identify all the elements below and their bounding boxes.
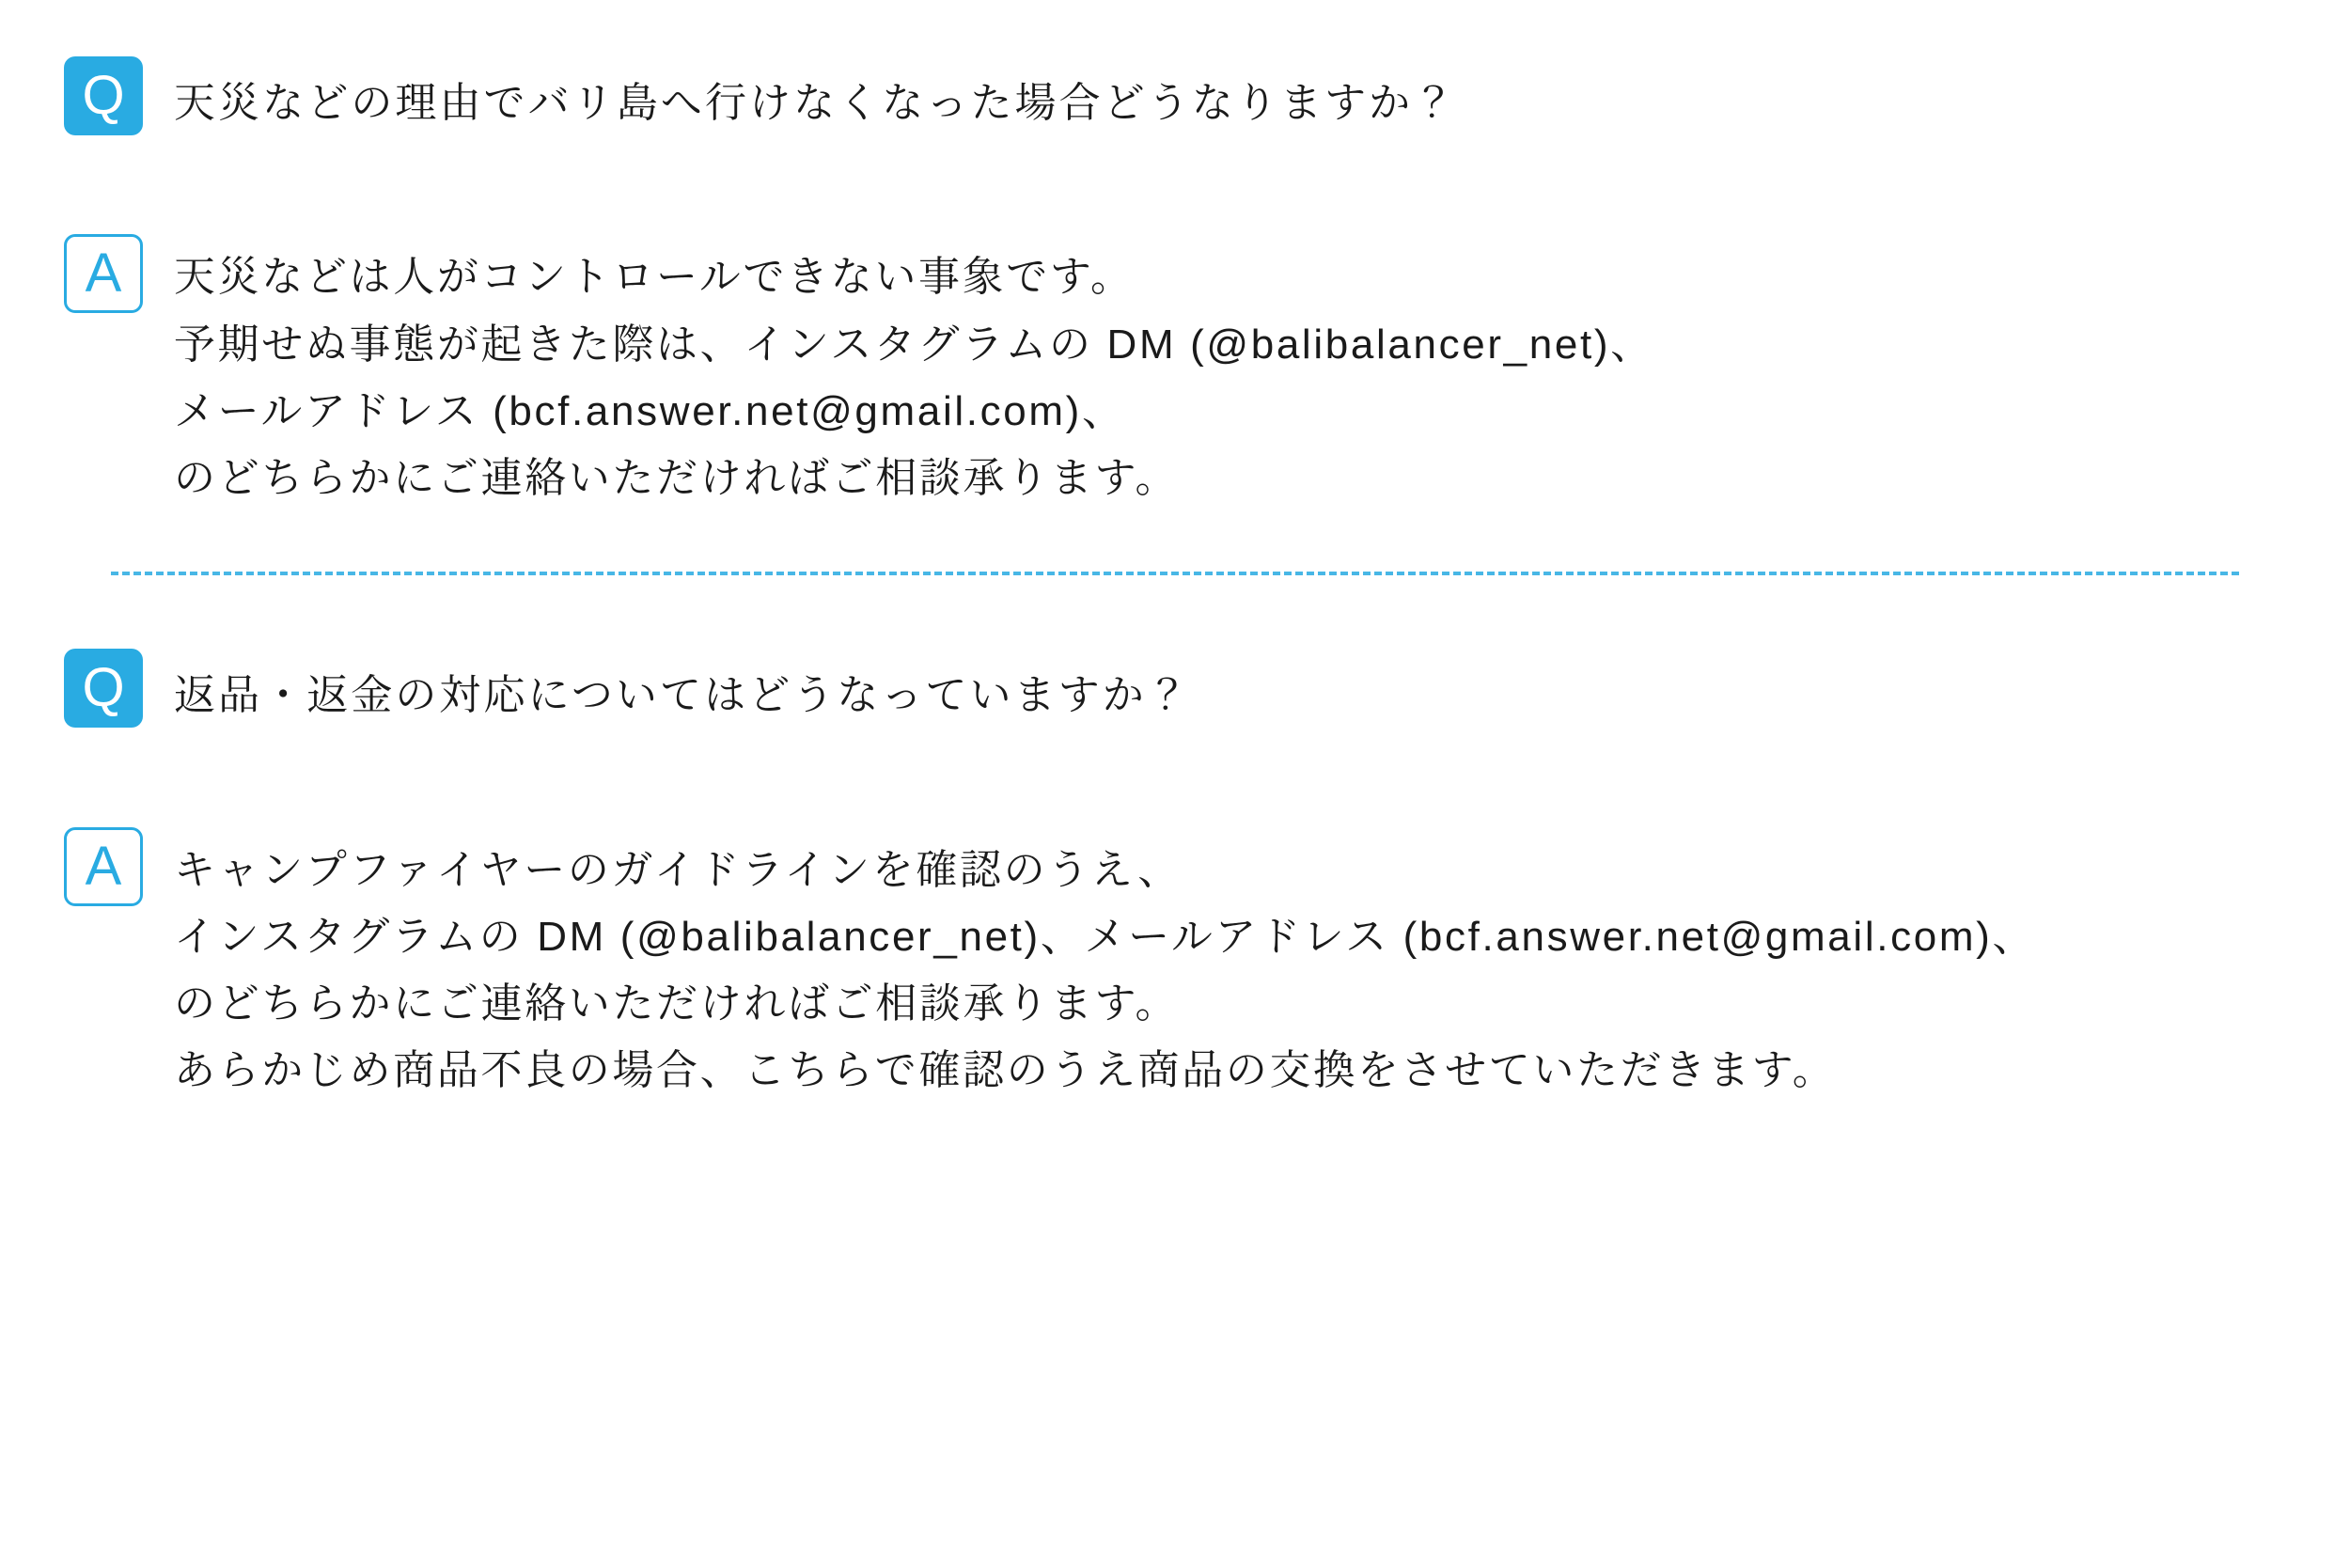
section-divider (111, 572, 2239, 575)
answer-line: 天災などは人がコントロールできない事象です。 (174, 254, 1135, 301)
question-text (174, 649, 2350, 729)
faq-answer (0, 827, 2350, 1105)
spacer (0, 729, 2350, 827)
faq-question (0, 56, 2350, 136)
answer-line: キャンプファイヤーのガイドラインを確認のうえ、 (174, 846, 1182, 893)
question-badge-icon: Q (64, 56, 143, 135)
answer-line: あらかじめ商品不良の場合、こちらで確認のうえ商品の交換をさせていただきます。 (174, 1047, 1837, 1094)
spacer (0, 511, 2350, 572)
faq-answer (0, 234, 2350, 511)
answer-line: のどちらかにご連絡いただければご相談承ります。 (174, 455, 1180, 502)
answer-line: メールアドレス (bcf.answer.net@gmail.com)、 (174, 387, 1126, 434)
spacer (0, 575, 2350, 649)
answer-line: インスタグラムの DM (@balibalancer_net)、メールアドレス (bcf.answer.net@gmail.com)、 (174, 913, 2037, 960)
question-badge-icon: Q (64, 649, 143, 728)
faq-block (0, 56, 2350, 511)
question-line: 返品・返金の対応についてはどうなっていますか？ (174, 672, 1191, 719)
answer-line: のどちらかにご連絡いただければご相談承ります。 (174, 980, 1180, 1027)
answer-badge-icon: A (64, 234, 143, 313)
faq-block (0, 649, 2350, 1104)
question-text (174, 56, 2350, 136)
answer-badge-col (0, 827, 174, 906)
question-badge-col (0, 56, 174, 135)
faq-question (0, 649, 2350, 729)
answer-text (174, 827, 2350, 1105)
answer-badge-icon: A (64, 827, 143, 906)
answer-text (174, 234, 2350, 511)
question-line: 天災などの理由でバリ島へ行けなくなった場合どうなりますか？ (174, 80, 1458, 126)
answer-line: 予期せぬ事態が起きた際は、インスタグラムの DM (@balibalancer_net)、 (174, 321, 1654, 368)
answer-badge-col (0, 234, 174, 313)
question-badge-col (0, 649, 174, 728)
spacer (0, 136, 2350, 234)
